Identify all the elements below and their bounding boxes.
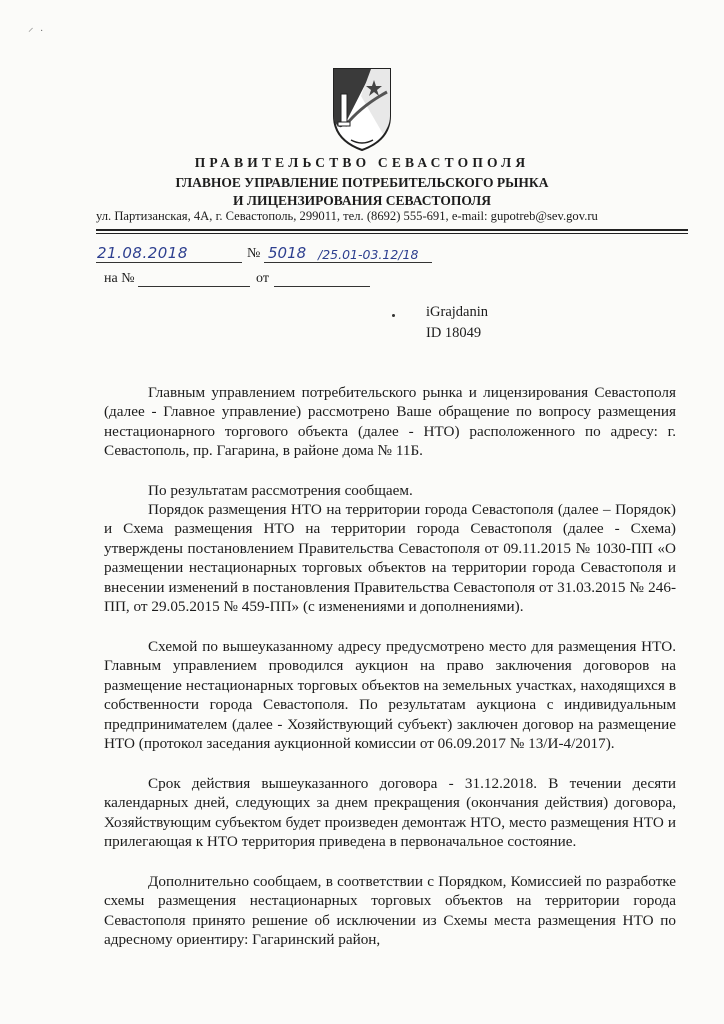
sevastopol-coat-of-arms-icon	[331, 66, 393, 152]
outgoing-number-sign: №	[247, 246, 261, 261]
incoming-number-label: на №	[104, 271, 135, 286]
outgoing-date: 21.08.2018	[97, 244, 188, 262]
incoming-number-line	[138, 286, 250, 287]
outgoing-registration-code: /25.01-03.12/18	[318, 247, 419, 262]
body-paragraph-4: Схемой по вышеуказанному адресу предусмотрено место для размещения НТО. Главным управлением проводился аукцион на право заключения договоров на размещение нестационарных торговых объектов на земельных участках, находящихся в собственности города Севастополя. По результатам аукциона с индивидуальным предпринимателем (далее - Хозяйствующий субъект) заключен договор на размещение НТО (протокол заседания аукционной комиссии от 06.09.2017 № 13/И-4/2017).	[104, 638, 676, 753]
corner-scan-mark: ⸝ .	[28, 22, 45, 34]
recipient-id: ID 18049	[426, 325, 482, 341]
recipient-name: iGrajdanin	[426, 304, 489, 320]
body-paragraph-2: По результатам рассмотрения сообщаем.	[148, 482, 413, 499]
outgoing-number: 5018	[268, 244, 307, 262]
header-rule-thick	[96, 229, 688, 231]
department-line-2: И ЛИЦЕНЗИРОВАНИЯ СЕВАСТОПОЛЯ	[233, 193, 491, 208]
government-title: ПРАВИТЕЛЬСТВО СЕВАСТОПОЛЯ	[194, 155, 530, 170]
incoming-date-line	[274, 286, 370, 287]
body-paragraph-5: Срок действия вышеуказанного договора - 31.12.2018. В течении десяти календарных дней, следующих за днем прекращения (окончания действия) договора, Хозяйствующим субъектом будет произведен демонтаж НТО, место размещения НТО и прилегающая к НТО территория приведена в первоначальное состояние.	[104, 775, 676, 851]
department-address: ул. Партизанская, 4А, г. Севастополь, 299011, тел. (8692) 555-691, e-mail: gupotreb@sev.gov.ru	[96, 209, 598, 223]
ink-dot	[392, 314, 395, 317]
body-paragraph-3: Порядок размещения НТО на территории города Севастополя (далее – Порядок) и Схема размещения НТО на территории города Севастополя (далее - Схема) утверждены постановлением Правительства Севастополя от 09.11.2015 № 1030-ПП «О размещении нестационарных торговых объектов на территории города Севастополя и внесении изменений в постановления Правительства Севастополя от 31.03.2015 № 246-ПП, от 29.05.2015 № 459-ПП» (с изменениями и дополнениями).	[104, 501, 676, 616]
header-rule-thin	[96, 233, 688, 234]
body-paragraph-6: Дополнительно сообщаем, в соответствии с Порядком, Комиссией по разработке схемы размещения нестационарных торговых объектов на территории города Севастополя принято решение об исключении из Схемы места размещения НТО по адресному ориентиру: Гагаринский район,	[104, 873, 676, 949]
outgoing-date-line	[96, 262, 242, 263]
body-paragraph-1: Главным управлением потребительского рынка и лицензирования Севастополя (далее - Главное управление) рассмотрено Ваше обращение по вопросу размещения нестационарного торгового объекта (далее - НТО) расположенного по адресу: г. Севастополь, пр. Гагарина, в районе дома № 11Б.	[104, 384, 676, 460]
department-line-1: ГЛАВНОЕ УПРАВЛЕНИЕ ПОТРЕБИТЕЛЬСКОГО РЫНКА	[175, 175, 549, 190]
incoming-date-label: от	[256, 271, 269, 286]
outgoing-number-line	[264, 262, 432, 263]
